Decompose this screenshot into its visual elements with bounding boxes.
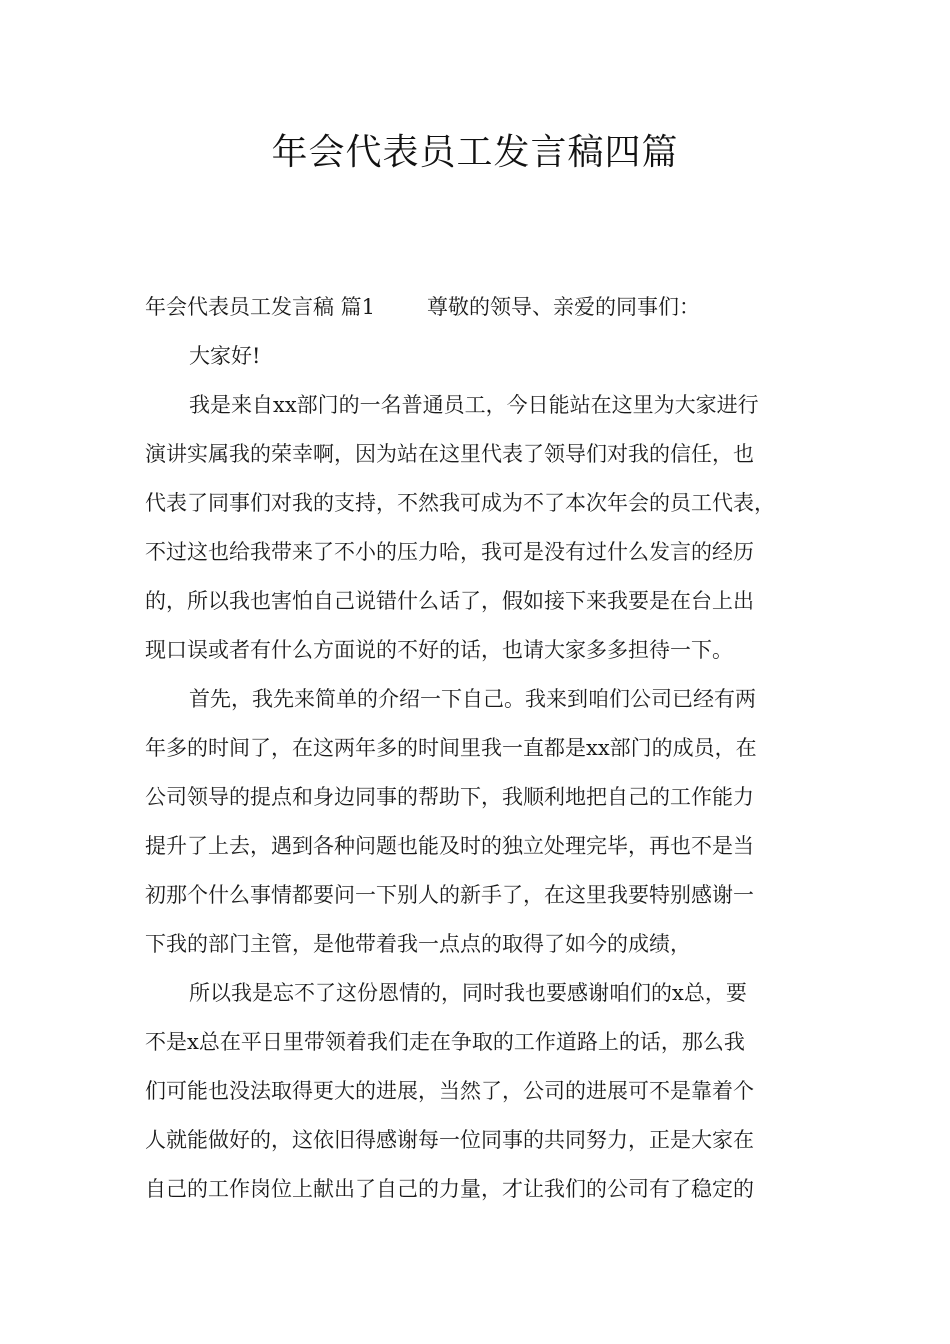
paragraph-line: 年多的时间了，在这两年多的时间里我一直都是xx部门的成员，在 [145, 736, 757, 760]
paragraph-line: 下我的部门主管，是他带着我一点点的取得了如今的成绩， [145, 932, 691, 956]
paragraph-line: 不过这也给我带来了不小的压力哈，我可是没有过什么发言的经历 [145, 540, 754, 564]
paragraph-line: 人就能做好的，这依旧得感谢每一位同事的共同努力，正是大家在 [145, 1128, 754, 1152]
heading-line [145, 283, 825, 332]
paragraph-line: 演讲实属我的荣幸啊，因为站在这里代表了领导们对我的信任，也 [145, 442, 754, 466]
salutation: 尊敬的领导、亲爱的同事们： [427, 295, 701, 319]
paragraph-line: 公司领导的提点和身边同事的帮助下，我顺利地把自己的工作能力 [145, 785, 754, 809]
paragraph-line: 所以我是忘不了这份恩情的，同时我也要感谢咱们的x总，要 [189, 981, 747, 1005]
paragraph-line: 代表了同事们对我的支持，不然我可成为不了本次年会的员工代表， [145, 491, 775, 515]
paragraph-line: 我是来自xx部门的一名普通员工，今日能站在这里为大家进行 [189, 393, 759, 417]
paragraph-line: 初那个什么事情都要问一下别人的新手了，在这里我要特别感谢一 [145, 883, 754, 907]
paragraph-line: 提升了上去，遇到各种问题也能及时的独立处理完毕，再也不是当 [145, 834, 754, 858]
paragraph-line: 的，所以我也害怕自己说错什么话了，假如接下来我要是在台上出 [145, 589, 754, 613]
paragraph-line: 大家好! [189, 344, 261, 368]
paragraph-line: 自己的工作岗位上献出了自己的力量，才让我们的公司有了稳定的 [145, 1177, 754, 1201]
paragraph-line: 现口误或者有什么方面说的不好的话，也请大家多多担待一下。 [145, 638, 733, 662]
document-title: 年会代表员工发言稿四篇 [271, 132, 679, 173]
paragraph-line: 们可能也没法取得更大的进展，当然了，公司的进展可不是靠着个 [145, 1079, 754, 1103]
paragraph-line: 首先，我先来简单的介绍一下自己。我来到咱们公司已经有两 [189, 687, 756, 711]
section-heading: 年会代表员工发言稿 篇1 [145, 295, 376, 319]
paragraph-line: 不是x总在平日里带领着我们走在争取的工作道路上的话，那么我 [145, 1030, 745, 1054]
document-body [145, 283, 825, 1214]
